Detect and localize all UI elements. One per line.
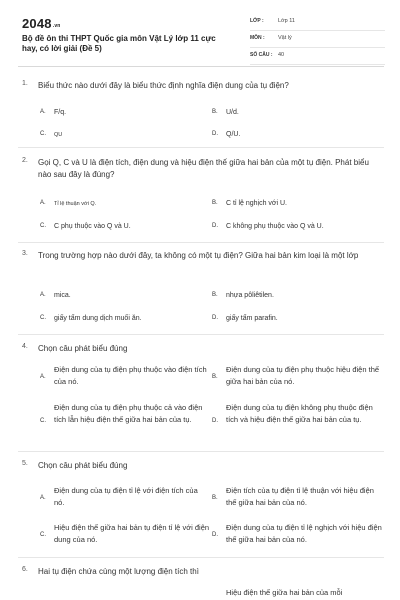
option-text: nhựa pôliêtilen. <box>226 292 274 299</box>
option-b[interactable] <box>212 364 384 390</box>
option-text: C không phụ thuộc vào Q và U. <box>226 223 324 230</box>
option-text: Điện dung của tụ điện không phụ thuộc điện tích và hiệu điện thế giữa hai bản của tụ. <box>226 403 373 424</box>
question-number: 5. <box>22 460 28 467</box>
option-letter: D. <box>212 315 218 321</box>
question-6 <box>18 566 384 600</box>
option-letter: B. <box>212 200 218 206</box>
document-header <box>22 16 382 66</box>
question-text: Hai tụ điện chứa cùng một lượng điện tích thì <box>38 567 199 576</box>
option-text: Điện dung của tụ điện phụ thuộc cả vào điện tích lẫn hiệu điện thế giữa hai bản của tụ. <box>54 403 203 424</box>
question-divider <box>18 334 384 335</box>
question-text: Gọi Q, C và U là điện tích, điện dung và hiệu điện thế giữa hai bản của một tụ điện. Phát biểu nào sau đây là đúng? <box>38 158 369 179</box>
option-text: Điện dung của tụ điện phụ thuộc vào điện tích của nó. <box>54 365 207 386</box>
meta-value-count: 40 <box>278 52 285 58</box>
option-text: F/q. <box>54 109 67 116</box>
question-number: 2. <box>22 157 28 164</box>
header-divider <box>18 66 384 67</box>
question-text: Trong trường hợp nào dưới đây, ta không có một tụ điện? Giữa hai bản kim loại là một lớp <box>38 251 359 260</box>
option-text: Hiệu điện thế giữa hai bản tụ điện tỉ lệ với điện dung của nó. <box>54 523 210 544</box>
option-text: U/d. <box>226 109 239 116</box>
question-number: 6. <box>22 566 28 573</box>
question-text: Chọn câu phát biểu đúng <box>38 344 128 353</box>
document-title: Bộ đề ôn thi THPT Quốc gia môn Vật Lý lớp 11 cực hay, có lời giải (Đề 5) <box>22 34 216 53</box>
logo-text: 2048 <box>22 16 52 31</box>
question-number: 4. <box>22 343 28 350</box>
option-letter: D. <box>212 223 218 229</box>
meta-label-class: LỚP : <box>250 18 264 24</box>
question-4 <box>18 343 384 453</box>
question-5 <box>18 460 384 560</box>
option-d[interactable] <box>212 522 384 548</box>
document-meta <box>250 16 385 67</box>
meta-label-subject: MÔN : <box>250 35 265 41</box>
meta-row-subject <box>250 33 385 48</box>
question-1 <box>18 80 384 150</box>
option-b[interactable] <box>212 485 384 511</box>
option-letter: A. <box>40 200 46 206</box>
option-letter: A. <box>40 292 46 298</box>
option-a[interactable] <box>40 485 212 511</box>
option-text: Điện dung của tụ điện tỉ lệ nghịch với hiệu điện thế giữa hai bản của nó. <box>226 523 382 544</box>
option-letter: C. <box>40 131 46 137</box>
option-text: Điện dung của tụ điện tỉ lệ với điện tích của nó. <box>54 486 198 507</box>
option-text: QU <box>54 132 63 138</box>
meta-row-count <box>250 50 385 65</box>
site-logo[interactable] <box>22 16 61 31</box>
option-letter: C. <box>40 315 46 321</box>
option-text: giấy tẩm dung dịch muối ăn. <box>54 315 142 322</box>
option-text: C tỉ lệ nghịch với U. <box>226 200 288 207</box>
option-letter: B. <box>212 495 218 501</box>
question-number: 3. <box>22 250 28 257</box>
question-2 <box>18 157 384 245</box>
question-text: Chọn câu phát biểu đúng <box>38 461 128 470</box>
option-text: Tỉ lệ thuận với Q. <box>54 201 97 207</box>
question-text: Biểu thức nào dưới đây là biểu thức định nghĩa điện dung của tụ điện? <box>38 81 289 90</box>
option-c[interactable] <box>40 522 212 548</box>
option-letter: A. <box>40 495 46 501</box>
option-letter: D. <box>212 532 218 538</box>
option-text: Điện tích của tụ điện tỉ lệ thuận với hiệu điện thế giữa hai bản của nó. <box>226 486 374 507</box>
question-divider <box>18 451 384 452</box>
meta-label-count: SỐ CÂU : <box>250 52 273 58</box>
option-letter: C. <box>40 223 46 229</box>
option-text: mica. <box>54 292 71 299</box>
option-letter: A. <box>40 109 46 115</box>
question-3 <box>18 250 384 335</box>
option-letter: D. <box>212 131 218 137</box>
question-divider <box>18 147 384 148</box>
option-c[interactable] <box>40 402 212 440</box>
option-text: Hiệu điện thế giữa hai bản của mỗi <box>226 588 343 597</box>
option-d[interactable] <box>212 402 384 440</box>
option-text: giấy tẩm parafin. <box>226 315 278 322</box>
option-letter: C. <box>40 418 46 424</box>
meta-value-subject: Vật lý <box>278 35 292 41</box>
option-letter: C. <box>40 532 46 538</box>
option-letter: D. <box>212 418 218 424</box>
meta-row-class <box>250 16 385 31</box>
question-number: 1. <box>22 80 28 87</box>
question-divider <box>18 557 384 558</box>
option-letter: A. <box>40 374 46 380</box>
option-letter: B. <box>212 292 218 298</box>
question-divider <box>18 242 384 243</box>
meta-value-class: Lớp 11 <box>278 18 295 24</box>
option-a[interactable] <box>40 364 212 390</box>
option-letter: B. <box>212 109 218 115</box>
option-text: Q/U. <box>226 131 241 138</box>
option-letter: B. <box>212 374 218 380</box>
option-text: C phụ thuộc vào Q và U. <box>54 223 131 230</box>
option-text: Điện dung của tụ điện phụ thuộc hiệu điện thế giữa hai bản của nó. <box>226 365 380 386</box>
logo-suffix: .vn <box>52 23 61 29</box>
